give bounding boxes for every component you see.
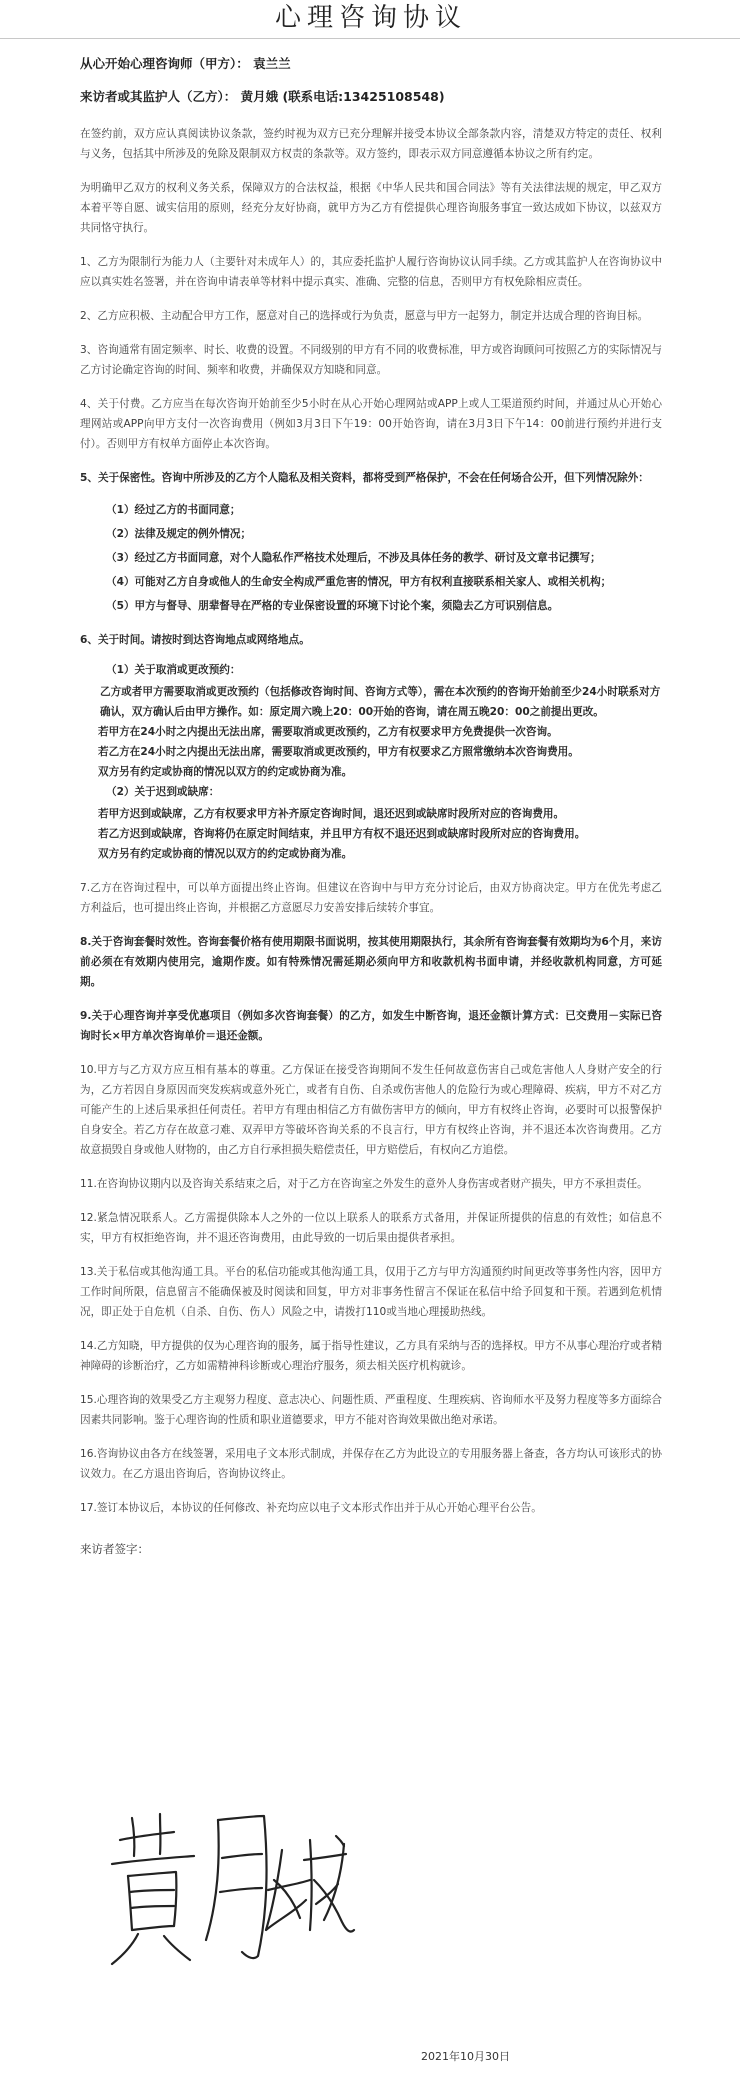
document-title: 心理咨询协议 <box>274 3 467 33</box>
clause-5-item: （2）法律及规定的例外情况； <box>106 528 252 540</box>
clause-6-late-line: 双方另有约定或协商的情况以双方的约定或协商为准。 <box>98 848 353 860</box>
clause-15: 15.心理咨询的效果受乙方主观努力程度、意志决心、问题性质、严重程度、生理疾病、咨询师水平及努力程度等多方面综合因素共同影响。鉴于心理咨询的性质和职业道德要求，甲方不能对咨询效果做出绝对承诺。 <box>80 1394 662 1426</box>
clause-6-subheading-cancel: （1）关于取消或更改预约： <box>106 664 241 676</box>
clause-16: 16.咨询协议由各方在线签署，采用电子文本形式制成，并保存在乙方为此设立的专用服务器上备查，各方均认可该形式的协议效力。在乙方退出咨询后，咨询协议终止。 <box>80 1448 662 1480</box>
clause-5-item: （1）经过乙方的书面同意； <box>106 504 241 516</box>
clause-6-cancel-line: 若甲方在24小时之内提出无法出席，需要取消或更改预约，乙方有权要求甲方免费提供一次咨询。 <box>98 726 558 738</box>
handwritten-signature <box>98 1780 358 1980</box>
clause-3: 3、咨询通常有固定频率、时长、收费的设置。不同级别的甲方有不同的收费标准，甲方或咨询顾问可按照乙方的实际情况与乙方讨论确定咨询的时间、频率和收费，并确保双方知晓和同意。 <box>80 344 662 376</box>
clause-11: 11.在咨询协议期内以及咨询关系结束之后，对于乙方在咨询室之外发生的意外人身伤害或者财产损失，甲方不承担责任。 <box>80 1178 648 1190</box>
party-a: 从心开始心理咨询师（甲方）： 袁兰兰 <box>80 56 291 71</box>
clause-6-cancel-line: 乙方或者甲方需要取消或更改预约（包括修改咨询时间、咨询方式等），需在本次预约的咨询开始前至少24小时联系对方确认，双方确认后由甲方操作。如：原定周六晚上20：00开始的咨询，请在周五晚20：00之前提出更改。 <box>100 686 661 718</box>
intro-paragraph-1: 在签约前，双方应认真阅读协议条款，签约时视为双方已充分理解并接受本协议全部条款内容，清楚双方特定的责任、权利与义务，包括其中所涉及的免除及限制双方权责的条款等。双方签约，即表示双方同意遵循本协议之所有约定。 <box>80 128 662 160</box>
clause-2: 2、乙方应积极、主动配合甲方工作，愿意对自己的选择或行为负责，愿意与甲方一起努力，制定并达成合理的咨询目标。 <box>80 310 649 322</box>
clause-6-cancel-line: 双方另有约定或协商的情况以双方的约定或协商为准。 <box>98 766 353 778</box>
clause-6-body <box>80 660 662 864</box>
clause-10: 10.甲方与乙方双方应互相有基本的尊重。乙方保证在接受咨询期间不发生任何故意伤害自己或危害他人人身财产安全的行为，乙方若因自身原因而突发疾病或意外死亡，或者有自伤、自杀或伤害他人的危险行为或心理障碍、疾病，甲方不对乙方可能产生的上述后果承担任何责任。若甲方有理由相信乙方有做伤害甲方的倾向，甲方有权终止咨询，必要时可以报警保护自身安全。若乙方存在故意刁难、双弄甲方等破坏咨询关系的不良言行，甲方有权终止咨询，并不退还本次咨询费用。乙方故意损毁自身或他人财物的，由乙方自行承担损失赔偿责任，甲方赔偿后，有权向乙方追偿。 <box>80 1064 662 1156</box>
clause-13: 13.关于私信或其他沟通工具。平台的私信功能或其他沟通工具，仅用于乙方与甲方沟通预约时间更改等事务性内容，因甲方工作时间所限，信息留言不能确保被及时阅读和回复，甲方对非事务性留言不保证在私信中给予回复和干预。若遇到危机情况，即正处于自危机（自杀、自伤、伤人）风险之中，请拨打110或当地心理援助热线。 <box>80 1266 662 1318</box>
clause-6-cancel-line: 若乙方在24小时之内提出无法出席，需要取消或更改预约，甲方有权要求乙方照常缴纳本次咨询费用。 <box>98 746 579 758</box>
clause-6-subheading-late: （2）关于迟到或缺席： <box>106 786 220 798</box>
clause-5-heading: 5、关于保密性。咨询中所涉及的乙方个人隐私及相关资料，都将受到严格保护，不会在任何场合公开，但下列情况除外： <box>80 472 649 484</box>
signature-label: 来访者签字： <box>80 1542 149 1556</box>
signing-date: 2021年10月30日 <box>421 2050 510 2063</box>
clause-6-heading: 6、关于时间。请按时到达咨询地点或网络地点。 <box>80 634 310 646</box>
clause-1: 1、乙方为限制行为能力人（主要针对未成年人）的，其应委托监护人履行咨询协议认同手续。乙方或其监护人在咨询协议中应以真实姓名签署，并在咨询申请表单等材料中提示真实、准确、完整的信息，否则甲方有权免除相应责任。 <box>80 256 662 288</box>
clause-5-item: （5）甲方与督导、朋辈督导在严格的专业保密设置的环境下讨论个案，须隐去乙方可识别信息。 <box>106 600 559 612</box>
clause-12: 12.紧急情况联系人。乙方需提供除本人之外的一位以上联系人的联系方式备用，并保证所提供的信息的有效性；如信息不实，甲方有权拒绝咨询，并不退还咨询费用，由此导致的一切后果由提供者承担。 <box>80 1212 662 1244</box>
clause-7: 7.乙方在咨询过程中，可以单方面提出终止咨询。但建议在咨询中与甲方充分讨论后，由双方协商决定。甲方在优先考虑乙方利益后，也可提出终止咨询，并根据乙方意愿尽力安善安排后续转介事宜。 <box>80 882 662 914</box>
clause-17: 17.签订本协议后，本协议的任何修改、补充均应以电子文本形式作出并于从心开始心理平台公告。 <box>80 1502 542 1514</box>
clause-6-late-line: 若甲方迟到或缺席，乙方有权要求甲方补齐原定咨询时间，退还迟到或缺席时段所对应的咨询费用。 <box>98 808 565 820</box>
clause-6-late-line: 若乙方迟到或缺席，咨询将仍在原定时间结束，并且甲方有权不退还迟到或缺席时段所对应的咨询费用。 <box>98 828 586 840</box>
clause-8: 8.关于咨询套餐时效性。咨询套餐价格有使用期限书面说明，按其使用期限执行，其余所有咨询套餐有效期均为6个月，来访前必须在有效期内使用完，逾期作废。如有特殊情况需延期必须向甲方和收款机构书面申请，并经收款机构同意，方可延期。 <box>80 936 662 988</box>
clause-5-list <box>80 498 662 618</box>
clause-9: 9.关于心理咨询并享受优惠项目（例如多次咨询套餐）的乙方，如发生中断咨询，退还金额计算方式：已交费用－实际已咨询时长×甲方单次咨询单价＝退还金额。 <box>80 1010 662 1042</box>
clause-5-item: （4）可能对乙方自身或他人的生命安全构成严重危害的情况，甲方有权利直接联系相关家人、或相关机构； <box>106 576 612 588</box>
clause-14: 14.乙方知晓，甲方提供的仅为心理咨询的服务，属于指导性建议，乙方具有采纳与否的选择权。甲方不从事心理治疗或者精神障碍的诊断治疗，乙方如需精神科诊断或心理治疗服务，须去相关医疗机构就诊。 <box>80 1340 662 1372</box>
intro-paragraph-2: 为明确甲乙双方的权利义务关系，保障双方的合法权益，根据《中华人民共和国合同法》等有关法律法规的规定，甲乙双方本着平等自愿、诚实信用的原则，经充分友好协商，就甲方为乙方有偿提供心理咨询服务事宜一致达成如下协议，以兹双方共同恪守执行。 <box>80 182 662 234</box>
clause-5-item: （3）经过乙方书面同意，对个人隐私作严格技术处理后，不涉及具体任务的教学、研讨及文章书记撰写； <box>106 552 601 564</box>
title-divider <box>0 38 740 39</box>
party-b: 来访者或其监护人（乙方）： 黄月娥 (联系电话:13425108548) <box>80 89 445 104</box>
clause-4: 4、关于付费。乙方应当在每次咨询开始前至少5小时在从心开始心理网站或APP上或人工渠道预约时间，并通过从心开始心理网站或APP向甲方支付一次咨询费用（例如3月3日下午19：00开始咨询，请在3月3日下午14：00前进行预约并进行支付）。否则甲方有权单方面停止本次咨询。 <box>80 398 662 450</box>
